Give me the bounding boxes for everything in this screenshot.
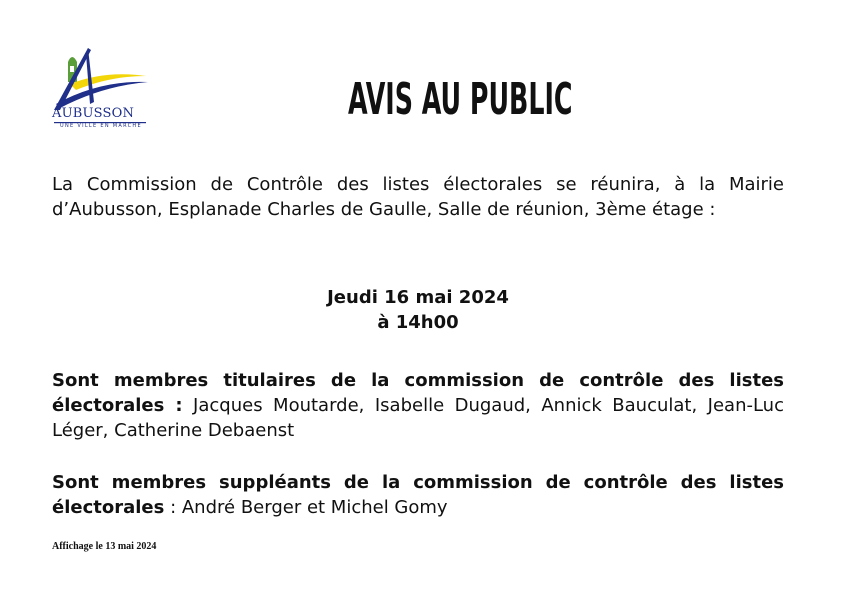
aubusson-logo: [50, 44, 158, 134]
logo-tagline: UNE VILLE EN MARCHE: [60, 123, 142, 129]
meeting-date: Jeudi 16 mai 2024: [327, 287, 509, 308]
posting-date: Affichage le 13 mai 2024: [52, 541, 157, 552]
meeting-time: à 14h00: [377, 312, 459, 333]
suppleants-paragraph: [52, 470, 784, 520]
meeting-datetime: [52, 285, 784, 335]
suppleants-members: : André Berger et Michel Gomy: [170, 497, 448, 518]
titulaires-label: Sont membres titulaires de la commission de contrôle des listes électorales :: [52, 370, 784, 416]
page-title: AVIS AU PUBLIC: [348, 74, 573, 125]
titulaires-members: Jacques Moutarde, Isabelle Dugaud, Annick Bauculat, Jean-Luc Léger, Catherine Debaenst: [52, 395, 784, 441]
intro-paragraph: La Commission de Contrôle des listes électorales se réunira, à la Mairie d’Aubusson, Esplanade Charles de Gaulle, Salle de réunion, 3ème étage :: [52, 174, 784, 220]
suppleants-label: Sont membres suppléants de la commission de contrôle des listes électorales: [52, 472, 784, 518]
titulaires-paragraph: [52, 368, 784, 443]
logo-name: AUBUSSON: [52, 106, 135, 121]
